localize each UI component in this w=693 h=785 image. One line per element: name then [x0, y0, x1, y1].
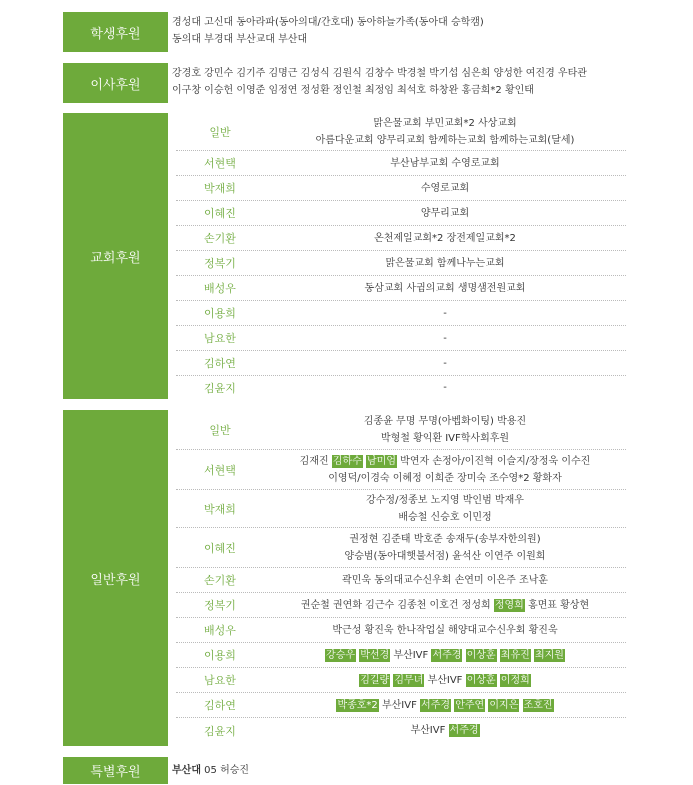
general-row-line — [264, 622, 626, 639]
church-row-line: - — [443, 382, 447, 393]
donor-text: 부산IVF — [378, 699, 421, 711]
general-row-value — [264, 622, 626, 639]
donor-text: 양승범(동아대햇불서점) 윤석산 이연주 이원희 — [344, 550, 546, 562]
special-univ: 부산대 — [172, 765, 201, 776]
donor-text: 박형철 황익환 IVF학사회후원 — [380, 432, 510, 444]
church-row-value — [264, 280, 626, 297]
general-row — [176, 528, 626, 568]
highlighted-donor: 최유진 — [500, 649, 530, 661]
highlighted-donor: 이지은 — [489, 699, 519, 711]
general-row-value — [264, 531, 626, 565]
church-row-name: 박재희 — [204, 182, 236, 195]
church-row — [176, 326, 626, 351]
church-row-line: - — [443, 332, 447, 344]
church-row-name: 정복기 — [204, 257, 236, 270]
church-row — [176, 376, 626, 399]
general-row — [176, 490, 626, 528]
general-row-name: 김윤지 — [204, 724, 236, 738]
general-row-line — [264, 453, 626, 470]
general-row-name: 일반 — [209, 423, 231, 437]
general-row-value — [264, 697, 626, 714]
church-row — [176, 176, 626, 201]
general-row-line — [264, 697, 626, 714]
highlighted-donor: 정영희 — [494, 599, 524, 611]
donor-text: 홍면표 황상현 — [524, 599, 590, 611]
student-support-list — [172, 14, 484, 48]
general-row-name: 손기환 — [204, 574, 236, 587]
general-support-table — [176, 410, 626, 746]
church-row-value — [264, 115, 626, 149]
church-row — [176, 226, 626, 251]
director-support-label: 이사후원 — [63, 63, 168, 103]
church-row-name: 김하연 — [204, 357, 236, 370]
church-row-name: 배성우 — [204, 282, 236, 295]
highlighted-donor: 최지원 — [534, 649, 564, 661]
special-support-text — [172, 762, 249, 779]
general-row-name: 이용희 — [204, 649, 236, 662]
general-row-name: 남요한 — [204, 674, 236, 687]
highlighted-donor: 김무녀 — [394, 674, 424, 686]
general-row — [176, 693, 626, 718]
church-row-name: 김윤지 — [204, 381, 236, 395]
general-row — [176, 450, 626, 490]
general-row — [176, 718, 626, 743]
general-row — [176, 618, 626, 643]
general-row-name: 배성우 — [204, 624, 236, 637]
church-row-line: 맑은물교회 함께나누는교회 — [385, 257, 505, 269]
church-row-line: 부산남부교회 수영로교회 — [390, 157, 500, 169]
donor-text: 부산IVF — [390, 649, 432, 661]
donor-text: 권정현 김준태 박호준 송재두(송부자한의원) — [349, 533, 541, 545]
general-row — [176, 593, 626, 618]
student-support-label: 학생후원 — [63, 12, 168, 52]
special-support-label: 특별후원 — [63, 757, 168, 784]
general-row-line — [264, 531, 626, 548]
director-support-list — [172, 65, 587, 99]
highlighted-donor: 김하수 — [332, 455, 362, 467]
general-row-line — [264, 492, 626, 509]
church-row-line: - — [443, 307, 447, 319]
church-row-line: 양무리교회 — [420, 207, 470, 219]
student-line: 경성대 고신대 동아라파(동아의대/간호대) 동아하늘가족(동아대 승학캠) — [172, 17, 484, 28]
church-row-line: 아름다운교회 양무리교회 함께하는교회 함께하는교회(달세) — [315, 134, 575, 146]
general-row-name: 정복기 — [204, 599, 236, 612]
church-row — [176, 301, 626, 326]
general-row-line — [264, 430, 626, 447]
general-row — [176, 410, 626, 450]
special-donor: 05 허승진 — [200, 765, 250, 776]
general-support-label: 일반후원 — [63, 410, 168, 746]
church-row-value — [264, 330, 626, 347]
church-row — [176, 351, 626, 376]
general-row-value — [264, 722, 626, 739]
donor-text: 권순철 권연화 김근수 김종천 이호건 정성희 — [300, 599, 494, 611]
highlighted-donor: 서주경 — [432, 649, 462, 661]
general-row-line — [264, 413, 626, 430]
highlighted-donor: 박종호*2 — [337, 699, 378, 711]
general-row-line — [264, 509, 626, 526]
church-row-name: 손기환 — [204, 232, 236, 245]
donor-text: 배승철 신승호 이민정 — [398, 511, 492, 523]
church-row-value — [264, 255, 626, 272]
general-row-name: 박재희 — [204, 502, 236, 516]
director-line: 강경호 강민수 김기주 김명근 김성식 김원식 김창수 박경철 박기섭 심은희 양성한 여진경 우타관 — [172, 68, 587, 79]
church-row-name: 서현택 — [204, 157, 236, 170]
highlighted-donor: 이정희 — [500, 674, 530, 686]
general-row-value — [264, 672, 626, 689]
church-row-name: 이용희 — [204, 307, 236, 320]
church-row-value — [264, 379, 626, 396]
general-row-name: 이혜진 — [204, 541, 236, 555]
highlighted-donor: 남미엄 — [367, 455, 396, 467]
donor-text: 부산IVF — [410, 725, 449, 736]
donor-text: 곽민욱 동의대교수신우회 손연미 이은주 조낙훈 — [342, 574, 548, 586]
highlighted-donor: 김길량 — [360, 674, 390, 686]
general-row-line — [264, 597, 626, 614]
church-row-name: 일반 — [209, 125, 231, 139]
general-row — [176, 668, 626, 693]
director-line: 이구창 이승헌 이영준 임정연 정성환 정인철 최정임 최석호 하창완 홍금희*2 황인태 — [172, 85, 534, 96]
church-row — [176, 151, 626, 176]
church-row-line: 온천제일교회*2 장전제일교회*2 — [374, 232, 516, 244]
general-row-value — [264, 492, 626, 526]
general-row-value — [264, 597, 626, 614]
church-row-value — [264, 180, 626, 197]
donor-text: 부산IVF — [424, 674, 466, 686]
student-line: 동의대 부경대 부산교대 부산대 — [172, 34, 308, 45]
general-row — [176, 568, 626, 593]
general-row — [176, 643, 626, 668]
church-row — [176, 276, 626, 301]
general-row-line — [264, 722, 626, 739]
donor-text: 박연자 손정아/이진혁 이슬지/장정욱 이수진 — [396, 455, 591, 467]
donor-text: 이영덕/이경숙 이혜정 이희준 장미숙 조수영*2 황화자 — [328, 472, 562, 484]
donor-text: 김재진 — [299, 455, 332, 467]
general-row-line — [264, 647, 626, 664]
highlighted-donor: 서주경 — [421, 699, 451, 711]
church-row-value — [264, 355, 626, 372]
church-row-line: - — [443, 357, 447, 369]
church-row-value — [264, 155, 626, 172]
highlighted-donor: 조호진 — [523, 699, 553, 711]
general-row-value — [264, 453, 626, 487]
highlighted-donor: 강승우 — [326, 649, 356, 661]
general-row-name: 서현택 — [204, 463, 236, 477]
general-row-value — [264, 572, 626, 589]
general-row-line — [264, 672, 626, 689]
general-row-value — [264, 647, 626, 664]
general-row-line — [264, 572, 626, 589]
general-row-line — [264, 470, 626, 487]
general-row-name: 김하연 — [204, 699, 236, 712]
donor-text: 박근성 황진욱 한나작업실 해양대교수신우회 황진욱 — [332, 624, 558, 636]
highlighted-donor: 서주경 — [449, 725, 479, 736]
highlighted-donor: 박선경 — [360, 649, 390, 661]
highlighted-donor: 이상훈 — [466, 649, 496, 661]
church-support-label: 교회후원 — [63, 113, 168, 399]
church-row-value — [264, 205, 626, 222]
church-row-line: 맑은물교회 부민교회*2 사상교회 — [373, 117, 517, 129]
church-row-name: 이혜진 — [204, 207, 236, 220]
highlighted-donor: 이상훈 — [466, 674, 496, 686]
church-row — [176, 201, 626, 226]
general-row-value — [264, 413, 626, 447]
church-row-line: 동삼교회 사귐의교회 생명샘전원교회 — [364, 282, 526, 294]
church-support-table — [176, 113, 626, 399]
church-row — [176, 251, 626, 276]
church-row-value — [264, 305, 626, 322]
highlighted-donor: 안주연 — [455, 699, 485, 711]
church-row-line: 수영로교회 — [420, 182, 470, 194]
donor-text: 강수정/정종보 노지영 박인범 박재우 — [366, 494, 524, 506]
church-row-value — [264, 230, 626, 247]
general-row-line — [264, 548, 626, 565]
donor-text: 김종윤 무명 무명(아벱화이팅) 박용진 — [363, 415, 527, 427]
church-row-name: 남요한 — [204, 332, 236, 345]
church-row — [176, 113, 626, 151]
